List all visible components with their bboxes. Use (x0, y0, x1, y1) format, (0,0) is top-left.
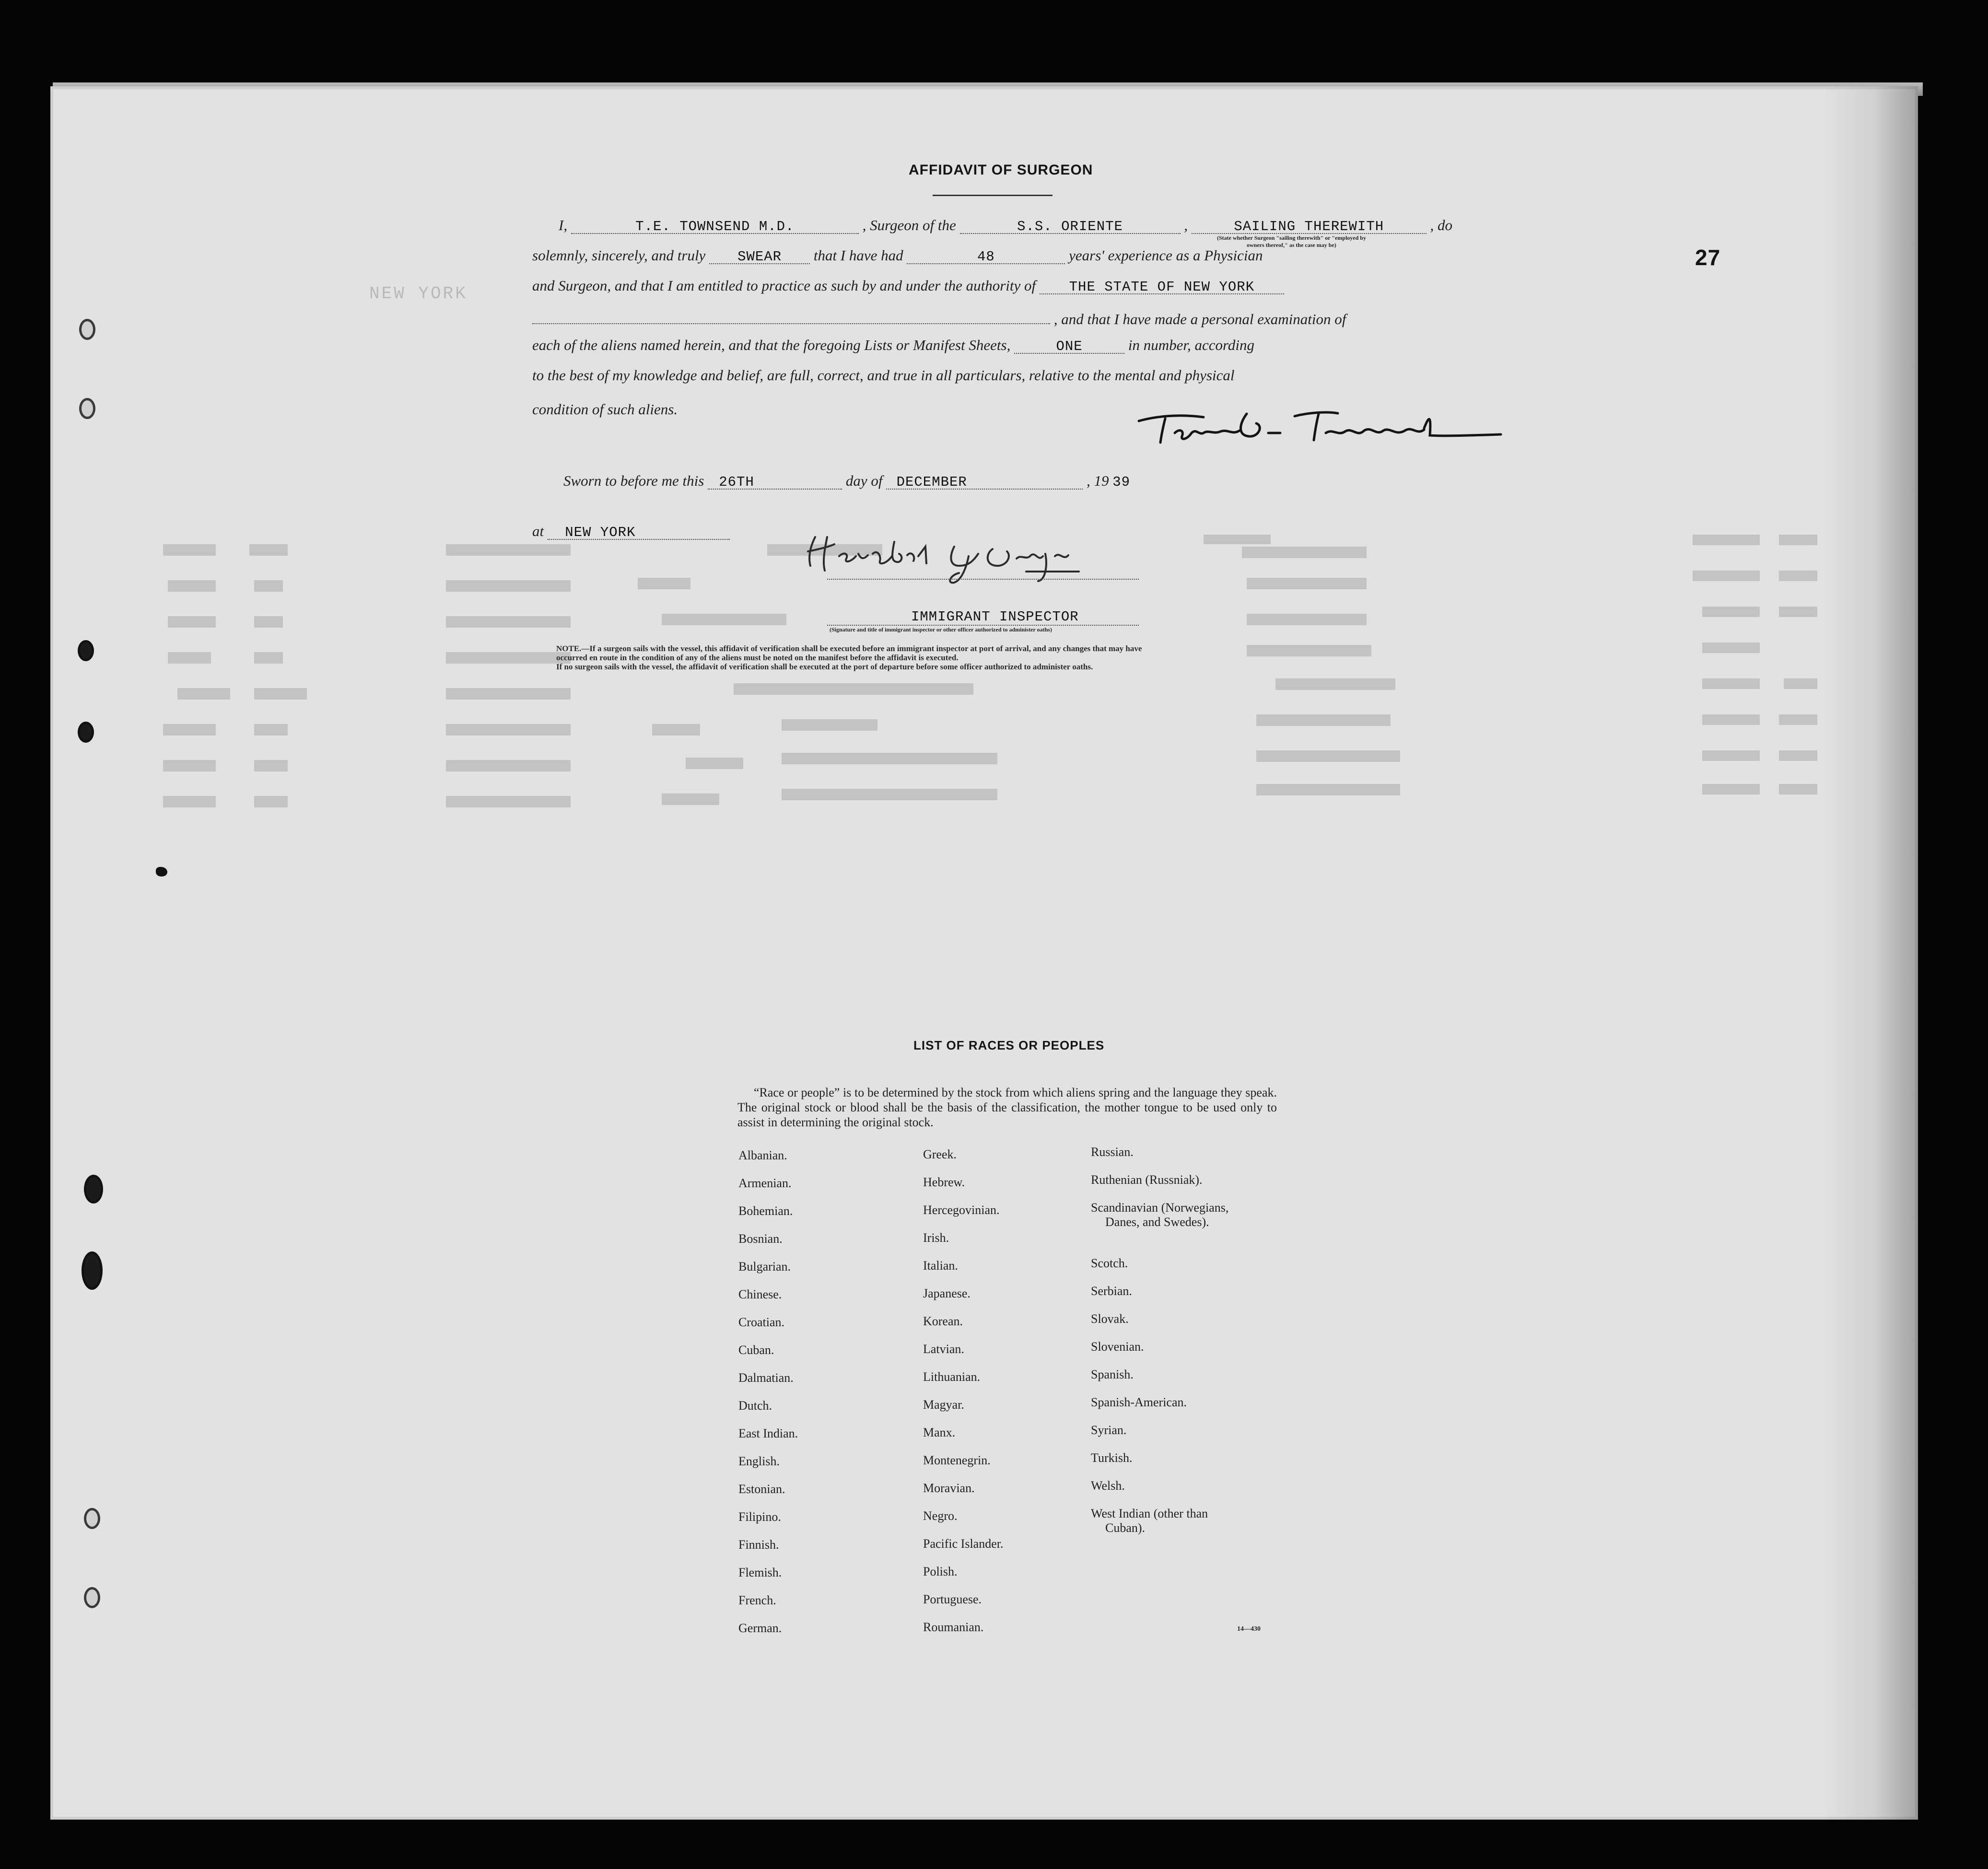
affidavit-line-1: I, T.E. TOWNSEND M.D. , Surgeon of the S.S. ORIENTE , SAILING THEREWITH , do (559, 217, 1452, 234)
race-item: Magyar. (923, 1398, 964, 1412)
surgeon-name-field (571, 217, 859, 234)
sworn-line (563, 472, 1130, 490)
race-item: Portuguese. (923, 1592, 982, 1606)
race-item: Turkish. (1091, 1451, 1133, 1465)
race-item: Scotch. (1091, 1256, 1128, 1270)
binding-hole (84, 1175, 103, 1203)
race-item: Flemish. (738, 1565, 782, 1579)
race-item: Hercegovinian. (923, 1203, 1000, 1217)
text: , and that I have made a personal examination of (1053, 311, 1346, 327)
binding-hole (78, 722, 94, 743)
race-item: Bohemian. (738, 1204, 793, 1218)
race-item: Hebrew. (923, 1175, 965, 1189)
affidavit-line-6: to the best of my knowledge and belief, are full, correct, and true in all particulars, relative to the mental and physical (532, 367, 1235, 384)
race-item: Lithuanian. (923, 1370, 981, 1384)
binding-hole (79, 398, 95, 419)
binding-hole (84, 1508, 100, 1529)
race-item: Syrian. (1091, 1423, 1127, 1437)
vessel-field (960, 217, 1181, 234)
affidavit-title: AFFIDAVIT OF SURGEON (909, 162, 1093, 178)
inspector-signature (796, 527, 1093, 592)
race-item: Ruthenian (Russniak). (1091, 1173, 1203, 1187)
race-item: Montenegrin. (923, 1453, 991, 1467)
race-item: Bosnian. (738, 1232, 783, 1246)
inspector-title-line (827, 625, 1139, 626)
sailing-status-field (1192, 217, 1427, 234)
race-item: Russian. (1091, 1145, 1134, 1159)
binding-hole (79, 319, 95, 340)
race-item: Chinese. (738, 1287, 782, 1301)
race-item: Finnish. (738, 1538, 779, 1552)
race-item: Scandinavian (Norwegians, (1091, 1201, 1229, 1215)
race-item: Dalmatian. (738, 1371, 794, 1385)
text: at (532, 523, 544, 539)
affidavit-line-2 (532, 247, 1263, 264)
race-item: Armenian. (738, 1176, 792, 1190)
race-item: Filipino. (738, 1510, 781, 1524)
race-item: Slovenian. (1091, 1340, 1144, 1354)
race-item: Estonian. (738, 1482, 785, 1496)
note-line-1: NOTE.—If a surgeon sails with the vessel, this affidavit of verification shall be executed before an immigrant inspector at port of arrival, and any changes that may have (556, 644, 1142, 653)
race-item: West Indian (other than (1091, 1507, 1208, 1520)
race-item: Cuban). (1105, 1521, 1146, 1535)
race-item: Croatian. (738, 1315, 785, 1329)
affidavit-line-3 (532, 277, 1284, 294)
sworn-month-field (886, 472, 1083, 490)
vessel-name: S.S. ORIENTE (1017, 219, 1123, 234)
text: Sworn to before me this (563, 472, 704, 489)
race-item: Danes, and Swedes). (1105, 1215, 1209, 1229)
race-item: Roumanian. (923, 1620, 984, 1634)
text: day of (845, 472, 883, 489)
authority: THE STATE OF NEW YORK (1069, 279, 1255, 295)
affidavit-line-4 (532, 307, 1346, 328)
race-item: Slovak. (1091, 1312, 1129, 1326)
text: and Surgeon, and that I am entitled to practice as such by and under the authority of (532, 277, 1036, 294)
races-intro: “Race or people” is to be determined by the stock from which aliens spring and the language they speak. The original stock or blood shall be the basis of the classification, the mother tongue to be used only to assist in determining the original stock. (737, 1086, 1277, 1129)
sworn-place-field (548, 523, 730, 540)
text: that I have had (813, 247, 903, 264)
race-item: Dutch. (738, 1399, 772, 1413)
affidavit-line-7: condition of such aliens. (532, 401, 678, 418)
form-number: 14—430 (1237, 1625, 1261, 1633)
race-item: Bulgarian. (738, 1260, 791, 1273)
affidavit-line-5 (532, 337, 1254, 354)
race-item: Irish. (923, 1231, 949, 1245)
race-item: Japanese. (923, 1286, 971, 1300)
text: , Surgeon of the (862, 217, 956, 234)
title-rule (933, 195, 1052, 196)
race-item: Polish. (923, 1565, 958, 1578)
sailing-note-1: (State whether Surgeon "sailing therewith" or "employed by (1217, 234, 1366, 241)
years-field (907, 247, 1065, 264)
sheet-count: ONE (1056, 339, 1083, 354)
note-line-2: occurred en route in the condition of any of the aliens must be noted on the manifest before the affidavit is executed. (556, 653, 959, 662)
sworn-month: DECEMBER (896, 474, 967, 490)
bleed-through-text: NEW YORK (369, 284, 468, 304)
race-item: Greek. (923, 1147, 957, 1161)
text: each of the aliens named herein, and that the foregoing Lists or Manifest Sheets, (532, 337, 1011, 353)
note-line-3: If no surgeon sails with the vessel, the affidavit of verification shall be executed at the port of departure before some officer authorized to administer oaths. (556, 662, 1093, 671)
race-item: Korean. (923, 1314, 963, 1328)
sworn-day-field (708, 472, 842, 490)
binding-hole (82, 1251, 103, 1290)
race-item: French. (738, 1593, 776, 1607)
sworn-year: 39 (1112, 474, 1131, 490)
race-item: Manx. (923, 1425, 956, 1439)
race-item: English. (738, 1454, 780, 1468)
years-experience: 48 (977, 249, 995, 265)
inspector-line (827, 578, 1139, 580)
race-item: Negro. (923, 1509, 958, 1523)
blank-field (532, 307, 1050, 324)
race-item: German. (738, 1621, 782, 1635)
race-item: Italian. (923, 1259, 958, 1273)
oath-word: SWEAR (737, 249, 782, 265)
authority-field (1040, 277, 1284, 294)
binding-hole (84, 1587, 100, 1608)
ink-mark (156, 867, 167, 876)
page-curl-shadow (1822, 86, 1918, 1820)
inspector-title: IMMIGRANT INSPECTOR (911, 609, 1079, 625)
race-item: Latvian. (923, 1342, 964, 1356)
sailing-note-2: owners thereof," as the case may be) (1247, 242, 1336, 248)
sheet-count-field (1014, 337, 1124, 354)
surgeon-signature (1136, 407, 1506, 450)
race-item: Spanish. (1091, 1367, 1134, 1381)
race-item: Welsh. (1091, 1479, 1125, 1493)
text: , 19 (1086, 472, 1109, 489)
text: solemnly, sincerely, and truly (532, 247, 706, 264)
surgeon-name: T.E. TOWNSEND M.D. (635, 219, 795, 234)
text: in number, according (1128, 337, 1255, 353)
oath-field (709, 247, 810, 264)
sworn-place: NEW YORK (565, 525, 636, 540)
race-item: Pacific Islander. (923, 1537, 1004, 1551)
race-item: Spanish-American. (1091, 1395, 1187, 1409)
binding-hole (78, 640, 94, 661)
sworn-day: 26TH (719, 474, 754, 490)
race-item: Albanian. (738, 1148, 787, 1162)
races-title: LIST OF RACES OR PEOPLES (913, 1038, 1105, 1052)
race-item: Moravian. (923, 1481, 975, 1495)
race-item: Cuban. (738, 1343, 774, 1357)
sailing-status: SAILING THEREWITH (1234, 219, 1384, 234)
sworn-place-line (532, 523, 730, 540)
page-number: 27 (1695, 245, 1721, 270)
inspector-caption: (Signature and title of immigrant inspector or other officer authorized to administer oaths) (830, 626, 1052, 633)
text: I, (559, 217, 568, 234)
text: , do (1430, 217, 1452, 234)
text: years' experience as a Physician (1069, 247, 1263, 264)
race-item: East Indian. (738, 1426, 798, 1440)
race-item: Serbian. (1091, 1284, 1132, 1298)
